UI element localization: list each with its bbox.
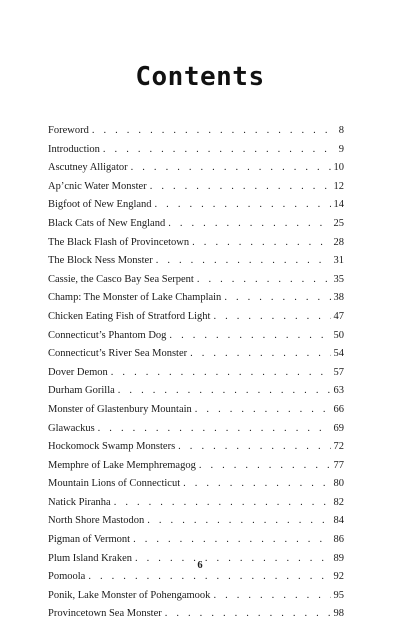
table-of-contents [48,122,344,624]
dot-leader [197,271,331,290]
toc-entry-page: 10 [333,162,344,174]
toc-entry-title: Natick Piranha [48,496,111,508]
toc-entry-title: Introduction [48,143,100,155]
toc-entry-title: Memphre of Lake Memphremagog [48,459,196,471]
toc-entry-page: 28 [333,236,344,248]
toc-entry [48,420,344,439]
toc-entry-page: 38 [333,292,344,304]
toc-entry [48,475,344,494]
toc-entry-page: 57 [333,366,344,378]
toc-entry [48,587,344,606]
toc-entry [48,457,344,476]
toc-entry [48,531,344,550]
dot-leader [133,531,330,550]
dot-leader [155,196,331,215]
toc-entry-page: 72 [333,441,344,453]
toc-entry-page: 80 [333,478,344,490]
toc-entry [48,215,344,234]
toc-entry-title: The Black Flash of Provincetown [48,236,190,248]
toc-entry-page: 89 [333,552,344,564]
toc-entry-title: Durham Gorilla [48,385,115,397]
toc-entry-title: Monster of Glastenbury Mountain [48,403,192,415]
toc-entry-page: 98 [333,608,344,620]
toc-entry-title: Cassie, the Casco Bay Sea Serpent [48,273,194,285]
toc-entry-page: 92 [333,571,344,583]
toc-entry [48,512,344,531]
toc-entry-page: 47 [333,310,344,322]
toc-entry [48,122,344,141]
toc-entry-title: Bigfoot of New England [48,199,152,211]
toc-entry-page: 50 [333,329,344,341]
dot-leader [224,289,330,308]
toc-entry [48,252,344,271]
toc-entry-title: Connecticut’s River Sea Monster [48,348,188,360]
page-title: Contents [135,62,265,92]
toc-entry-title: Provincetown Sea Monster [48,608,162,620]
toc-entry [48,401,344,420]
toc-entry [48,196,344,215]
toc-entry-page: 9 [338,143,344,155]
dot-leader [195,401,331,420]
dot-leader [147,512,330,531]
dot-leader [92,122,336,141]
dot-leader [131,159,331,178]
toc-entry-title: Foreword [48,125,89,136]
toc-entry-title: Pigman of Vermont [48,534,131,546]
dot-leader [168,215,330,234]
toc-entry [48,494,344,513]
toc-entry [48,159,344,178]
toc-entry-title: Glawackus [48,422,95,434]
toc-entry-title: Black Cats of New England [48,217,166,229]
toc-entry-page: 35 [333,273,344,285]
dot-leader [213,587,330,606]
dot-leader [213,308,330,327]
dot-leader [190,345,330,364]
toc-entry-page: 77 [333,459,344,471]
toc-entry-page: 25 [333,217,344,229]
toc-entry-title: Ap’cnic Water Monster [48,180,147,192]
dot-leader [192,234,330,253]
toc-entry-page: 82 [333,496,344,508]
toc-entry [48,364,344,383]
toc-entry-page: 66 [333,403,344,415]
dot-leader [118,382,331,401]
toc-entry-page: 63 [333,385,344,397]
page-number: 6 [197,560,203,571]
toc-entry-page: 54 [333,348,344,360]
toc-entry [48,605,344,624]
toc-entry [48,438,344,457]
toc-entry-page: 95 [333,589,344,601]
toc-entry-page: 86 [333,534,344,546]
toc-entry-title: Ascutney Alligator [48,162,128,174]
toc-entry-title: Dover Demon [48,366,108,378]
toc-entry [48,327,344,346]
dot-leader [98,420,331,439]
dot-leader [103,141,336,160]
dot-leader [150,178,331,197]
dot-leader [156,252,331,271]
toc-entry [48,178,344,197]
toc-entry-title: Chicken Eating Fish of Stratford Light [48,310,211,322]
dot-leader [88,568,330,587]
toc-entry-page: 8 [338,125,344,136]
toc-entry-title: Connecticut’s Phantom Dog [48,329,167,341]
toc-entry-page: 69 [333,422,344,434]
toc-entry [48,345,344,364]
dot-leader [199,457,331,476]
dot-leader [165,605,331,624]
toc-entry-title: Champ: The Monster of Lake Champlain [48,292,222,304]
toc-entry-title: Plum Island Kraken [48,552,132,564]
toc-entry-title: Pomoola [48,571,86,583]
toc-entry-title: Mountain Lions of Connecticut [48,478,181,490]
toc-entry-title: The Block Ness Monster [48,255,153,267]
toc-entry-page: 31 [333,255,344,267]
dot-leader [183,475,330,494]
toc-entry [48,271,344,290]
toc-entry [48,308,344,327]
toc-entry [48,234,344,253]
toc-entry-title: Ponik, Lake Monster of Pohengamook [48,589,211,601]
toc-entry [48,568,344,587]
toc-entry-page: 84 [333,515,344,527]
toc-entry-page: 14 [333,199,344,211]
toc-entry [48,289,344,308]
dot-leader [114,494,331,513]
dot-leader [111,364,331,383]
toc-entry-title: North Shore Mastodon [48,515,145,527]
toc-entry [48,141,344,160]
toc-entry-title: Hockomock Swamp Monsters [48,441,176,453]
toc-entry [48,382,344,401]
dot-leader [178,438,330,457]
dot-leader [169,327,330,346]
toc-entry-page: 12 [333,180,344,192]
